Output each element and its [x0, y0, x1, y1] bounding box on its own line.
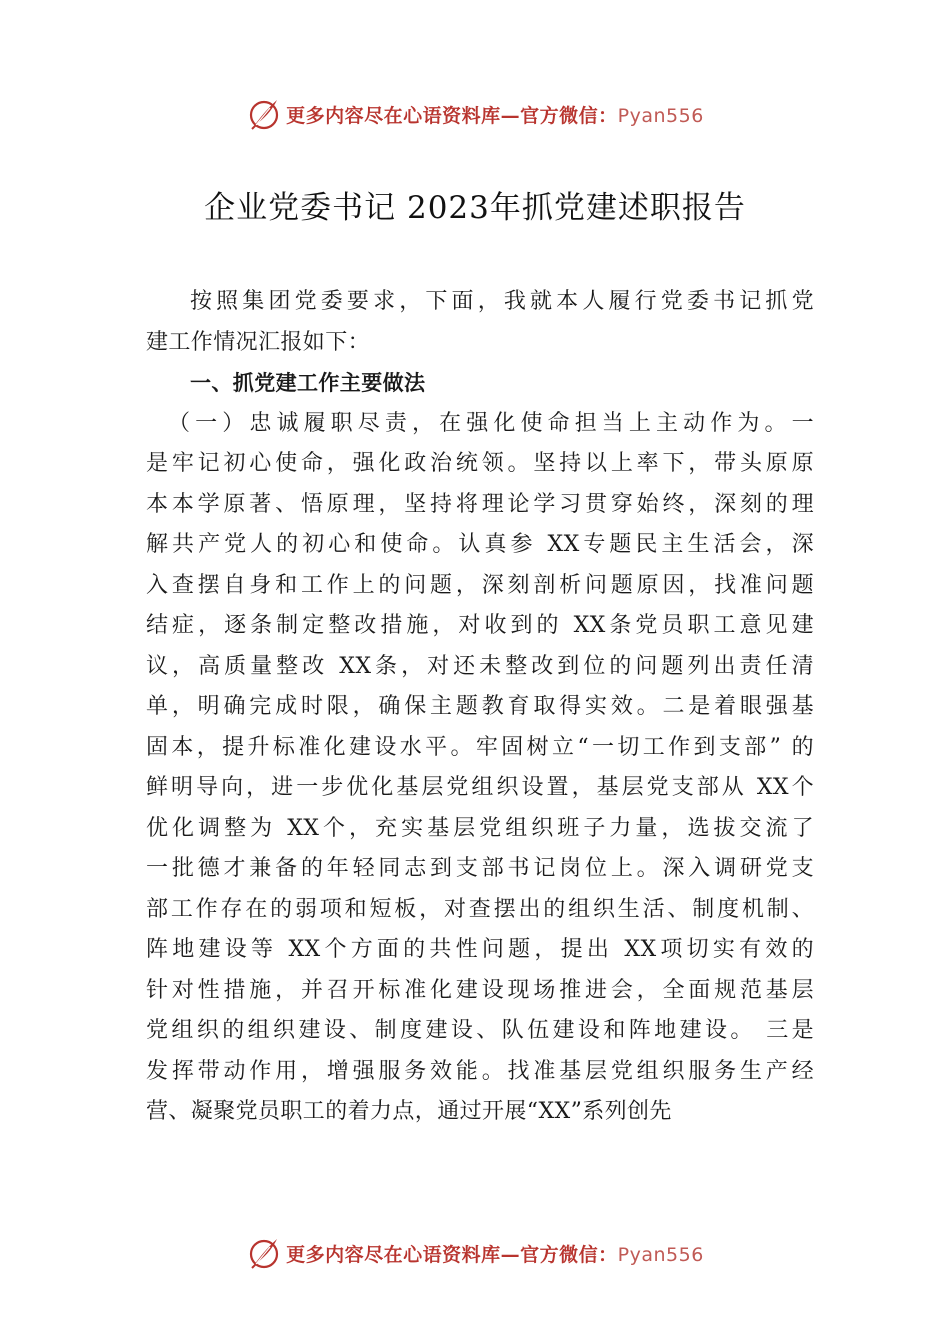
- body-line: 党组织的组织建设、制度建设、队伍建设和阵地建设。 三是: [146, 1018, 814, 1043]
- watermark-text: [286, 101, 704, 128]
- body-line: 结症，逐条制定整改措施，对收到的 XX条党员职工意见建: [146, 613, 814, 638]
- body-line: 是牢记初心使命，强化政治统领。坚持以上率下，带头原原: [146, 451, 814, 476]
- body-line: 阵地建设等 XX个方面的共性问题，提出 XX项切实有效的: [146, 937, 814, 962]
- body-line: 优化调整为 XX个，充实基层党组织班子力量，选拔交流了: [146, 815, 814, 841]
- body-line: 针对性措施，并召开标准化建设现场推进会，全面规范基层: [146, 977, 814, 1003]
- feather-pen-logo-icon: [246, 1235, 282, 1271]
- body-line: 解共产党人的初心和使命。认真参 XX专题民主生活会，深: [146, 532, 814, 557]
- body-line: 部工作存在的弱项和短板，对查摆出的组织生活、制度机制、: [146, 896, 814, 922]
- body-line: 单，明确完成时限，确保主题教育取得实效。二是着眼强基: [146, 694, 814, 719]
- body-line: 议，高质量整改 XX条，对还未整改到位的问题列出责任清: [146, 653, 814, 679]
- body-line: 鲜明导向，进一步优化基层党组织设置，基层党支部从 XX个: [146, 775, 814, 800]
- footer-watermark-banner: [0, 1233, 950, 1273]
- watermark-text: [286, 1240, 704, 1267]
- intro-line: 按照集团党委要求，下面，我就本人履行党委书记抓党: [190, 289, 814, 314]
- watermark-main-text: 更多内容尽在心语资料库—官方微信：: [286, 104, 618, 127]
- document-body: [146, 282, 814, 1133]
- body-line: 固本，提升标准化建设水平。牢固树立“一切工作到支部” 的: [146, 734, 814, 760]
- feather-pen-logo-icon: [246, 96, 282, 132]
- wechat-id: Pyan556: [617, 104, 704, 127]
- body-line: 入查摆自身和工作上的问题，深刻剖析问题原因，找准问题: [146, 572, 814, 598]
- body-line: 本本学原著、悟原理，坚持将理论学习贯穿始终，深刻的理: [146, 491, 814, 517]
- body-line: 营、凝聚党员职工的着力点，通过开展“XX”系列创先: [146, 1099, 672, 1124]
- watermark-main-text: 更多内容尽在心语资料库—官方微信：: [286, 1243, 618, 1266]
- body-line: （一）忠诚履职尽责，在强化使命担当上主动作为。一: [168, 410, 814, 436]
- section-heading: 一、抓党建工作主要做法: [190, 371, 426, 395]
- body-line: 一批德才兼备的年轻同志到支部书记岗位上。深入调研党支: [146, 856, 814, 881]
- header-watermark-banner: [0, 94, 950, 134]
- document-title: 企业党委书记 2023年抓党建述职报告: [204, 190, 746, 226]
- wechat-id: Pyan556: [617, 1243, 704, 1266]
- body-line: 发挥带动作用，增强服务效能。找准基层党组织服务生产经: [146, 1058, 814, 1084]
- intro-line: 建工作情况汇报如下：: [146, 329, 371, 355]
